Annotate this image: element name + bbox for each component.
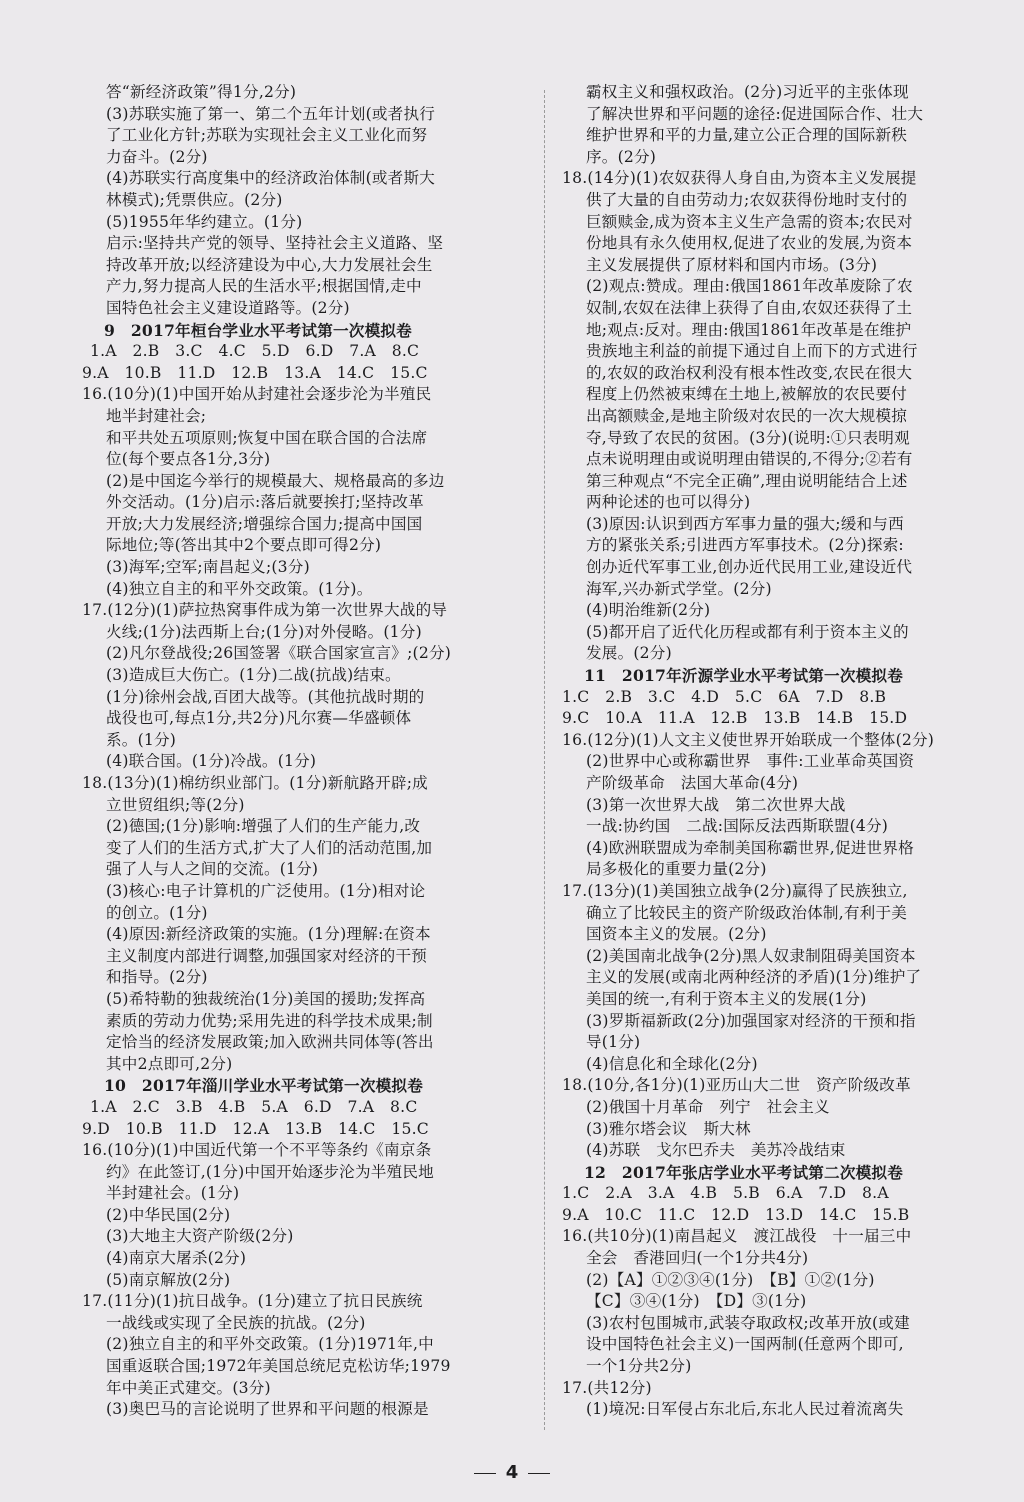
text-line: (3)农村包围城市,武装夺取政权;改革开放(或建 (586, 1313, 910, 1332)
text-line: 约》在此签订,(1分)中国开始逐步沦为半殖民地 (106, 1162, 434, 1181)
text-line: 国重返联合国;1972年美国总统尼克松访华;1979 (106, 1357, 451, 1376)
column-divider (544, 90, 545, 1430)
text-line: 力奋斗。(2分) (106, 147, 208, 166)
text-line: (5)希特勒的独裁统治(1分)美国的援助;发挥高 (106, 989, 426, 1008)
text-line: 程度上仍然被束缚在土地上,被解放的农民要付 (586, 385, 908, 404)
text-line: (3)奥巴马的言论说明了世界和平问题的根源是 (106, 1400, 429, 1419)
text-line: 序。(2分) (586, 147, 657, 166)
text-line: 林模式);凭票供应。(2分) (106, 190, 283, 209)
text-line: 导(1分) (586, 1033, 641, 1052)
section-heading: 10 2017年淄川学业水平考试第一次模拟卷 (104, 1076, 424, 1096)
text-line: (3)原因:认识到西方军事力量的强大;缓和与西 (586, 514, 904, 533)
text-line: 其中2点即可,2分) (106, 1054, 233, 1073)
text-line: 位(每个要点各1分,3分) (106, 450, 271, 469)
section-heading: 11 2017年沂源学业水平考试第一次模拟卷 (584, 666, 904, 686)
text-line: 发展。(2分) (586, 644, 672, 663)
text-line: 17.(共12分) (562, 1378, 652, 1397)
text-line: (4)信息化和全球化(2分) (586, 1054, 758, 1073)
text-line: (3)造成巨大伤亡。(1分)二战(抗战)结束。 (106, 666, 401, 685)
text-line: 立世贸组织;等(2分) (106, 795, 245, 814)
text-line: (2)中华民国(2分) (106, 1205, 231, 1224)
text-line: (2)凡尔登战役;26国签署《联合国家宣言》;(2分) (106, 644, 452, 663)
text-line: 局多极化的重要力量(2分) (586, 860, 767, 879)
text-line: 创办近代军事工业,创办近代民用工业,建设近代 (586, 558, 913, 577)
text-line: (2)美国南北战争(2分)黑人奴隶制阻碍美国资本 (586, 946, 916, 965)
text-line: 的,农奴的政治权利没有根本性改变,农民在很大 (586, 363, 913, 382)
text-line: (5)南京解放(2分) (106, 1270, 231, 1289)
text-line: (4)独立自主的和平外交政策。(1分)。 (106, 579, 373, 598)
text-line: 9.A 10.B 11.D 12.B 13.A 14.C 15.C (82, 363, 428, 382)
text-line: 了工业化方针;苏联为实现社会主义工业化而努 (106, 126, 428, 145)
text-line: 地;观点:反对。理由:俄国1861年改革是在维护 (586, 320, 912, 339)
text-line: 9.A 10.C 11.C 12.D 13.D 14.C 15.B (562, 1205, 910, 1224)
text-line: 1.A 2.B 3.C 4.C 5.D 6.D 7.A 8.C (90, 342, 420, 361)
text-line: 16.(12分)(1)人文主义使世界开始联成一个整体(2分) (562, 730, 935, 749)
text-line: 16.(10分)(1)中国开始从封建社会逐步沦为半殖民 (82, 385, 432, 404)
text-line: 启示:坚持共产党的领导、坚持社会主义道路、坚 (106, 234, 444, 253)
text-line: (4)明治维新(2分) (586, 601, 711, 620)
text-line: 17.(12分)(1)萨拉热窝事件成为第一次世界大战的导 (82, 601, 448, 620)
text-line: 9.C 10.A 11.A 12.B 13.B 14.B 15.D (562, 709, 908, 728)
text-line: 年中美正式建交。(3分) (106, 1378, 271, 1397)
text-line: 确立了比较民主的资产阶级政治体制,有利于美 (586, 903, 908, 922)
text-line: 9.D 10.B 11.D 12.A 13.B 14.C 15.C (82, 1119, 429, 1138)
text-line: 18.(14分)(1)农奴获得人身自由,为资本主义发展提 (562, 169, 917, 188)
text-line: (2)观点:赞成。理由:俄国1861年改革废除了农 (586, 277, 913, 296)
text-line: 17.(11分)(1)抗日战争。(1分)建立了抗日民族统 (82, 1292, 423, 1311)
text-line: 和指导。(2分) (106, 968, 208, 987)
text-line: (4)原因:新经济政策的实施。(1分)理解:在资本 (106, 925, 431, 944)
page-number-dash-right (528, 1473, 550, 1474)
text-line: 出高额赎金,是地主阶级对农民的一次大规模掠 (586, 406, 908, 425)
text-line: 巨额赎金,成为资本主义生产急需的资本;农民对 (586, 212, 913, 231)
page-number-dash-left (474, 1473, 496, 1474)
left-column (82, 82, 532, 1421)
text-line: 的创立。(1分) (106, 903, 208, 922)
text-line: 半封建社会。(1分) (106, 1184, 240, 1203)
text-line: (4)欧洲联盟成为牵制美国称霸世界,促进世界格 (586, 838, 914, 857)
text-line: 维护世界和平的力量,建立公正合理的国际新秩 (586, 126, 908, 145)
text-line: 定恰当的经济发展政策;加入欧洲共同体等(答出 (106, 1033, 434, 1052)
text-line: 一个1分共2分) (586, 1357, 692, 1376)
text-line: 强了人与人之间的交流。(1分) (106, 860, 319, 879)
text-line: 贵族地主利益的前提下通过自上而下的方式进行 (586, 342, 918, 361)
text-line: (2)德国;(1分)影响:增强了人们的生产能力,改 (106, 817, 421, 836)
text-line: 了解决世界和平问题的途径:促进国际合作、壮大 (586, 104, 924, 123)
page-number (0, 1462, 1024, 1483)
text-line: (2)独立自主的和平外交政策。(1分)1971年,中 (106, 1335, 434, 1354)
text-line: (3)核心:电子计算机的广泛使用。(1分)相对论 (106, 881, 426, 900)
text-line: 17.(13分)(1)美国独立战争(2分)赢得了民族独立, (562, 881, 908, 900)
text-line: 素质的劳动力优势;采用先进的科学技术成果;制 (106, 1011, 433, 1030)
page-number-text: 4 (505, 1462, 519, 1483)
text-line: (3)罗斯福新政(2分)加强国家对经济的干预和指 (586, 1011, 916, 1030)
text-line: 18.(10分,各1分)(1)亚历山大二世 资产阶级改革 (562, 1076, 911, 1095)
section-heading: 9 2017年桓台学业水平考试第一次模拟卷 (104, 320, 412, 340)
text-line: (2)俄国十月革命 列宁 社会主义 (586, 1097, 830, 1116)
text-line: 一战:协约国 二战:国际反法西斯联盟(4分) (586, 817, 889, 836)
text-line: 全会 香港回归(一个1分共4分) (586, 1249, 809, 1268)
text-line: 1.A 2.C 3.B 4.B 5.A 6.D 7.A 8.C (90, 1097, 418, 1116)
text-line: 美国的统一,有利于资本主义的发展(1分) (586, 989, 867, 1008)
text-line: 方的紧张关系;引进西方军事技术。(2分)探索: (586, 536, 904, 555)
text-line: 际地位;等(答出其中2个要点即可得2分) (106, 536, 382, 555)
text-line: 产力,努力提高人民的生活水平;根据国情,走中 (106, 277, 422, 296)
text-line: (3)雅尔塔会议 斯大林 (586, 1119, 751, 1138)
text-line: (1)境况:日军侵占东北后,东北人民过着流离失 (586, 1400, 904, 1419)
text-line: 海军,兴办新式学堂。(2分) (586, 579, 772, 598)
text-line: 答“新经济政策”得1分,2分) (106, 83, 297, 101)
text-line: (4)南京大屠杀(2分) (106, 1249, 247, 1268)
text-line: (3)苏联实施了第一、第二个五年计划(或者执行 (106, 104, 436, 123)
text-line: 18.(13分)(1)棉纺织业部门。(1分)新航路开辟;成 (82, 774, 428, 792)
text-line: 主义制度内部进行调整,加强国家对经济的干预 (106, 946, 428, 965)
section-heading: 12 2017年张店学业水平考试第二次模拟卷 (584, 1162, 904, 1182)
text-line: 系。(1分) (106, 730, 177, 749)
text-line: 第三种观点“不完全正确”,理由说明能结合上述 (586, 471, 908, 490)
text-line: (3)大地主大资产阶级(2分) (106, 1227, 294, 1246)
text-line: (3)第一次世界大战 第二次世界大战 (586, 795, 846, 814)
text-line: 开放;大力发展经济;增强综合国力;提高中国国 (106, 514, 423, 533)
text-line: (5)1955年华约建立。(1分) (106, 212, 303, 231)
text-line: 主义的发展(或南北两种经济的矛盾)(1分)维护了 (586, 968, 922, 987)
text-line: 一战线或实现了全民族的抗战。(2分) (106, 1313, 366, 1332)
text-line: (2)世界中心或称霸世界 事件:工业革命英国资 (586, 752, 915, 771)
text-line: 产阶级革命 法国大革命(4分) (586, 774, 799, 792)
text-line: 持改革开放;以经济建设为中心,大力发展社会生 (106, 255, 433, 274)
text-line: 16.(共10分)(1)南昌起义 渡江战役 十一届三中 (562, 1227, 912, 1246)
text-line: 和平共处五项原则;恢复中国在联合国的合法席 (106, 428, 428, 447)
text-line: 地半封建社会; (106, 406, 207, 425)
text-line: 设中国特色社会主义)一国两制(任意两个即可, (586, 1335, 904, 1354)
text-line: 份地具有永久使用权,促进了农业的发展,为资本 (586, 234, 913, 253)
text-line: 霸权主义和强权政治。(2分)习近平的主张体现 (586, 83, 909, 101)
text-line: 1.C 2.B 3.C 4.D 5.C 6A 7.D 8.B (562, 687, 887, 706)
text-line: 奴制,农奴在法律上获得了自由,农奴还获得了土 (586, 298, 913, 317)
text-line: 国特色社会主义建设道路等。(2分) (106, 298, 350, 317)
text-line: (5)都开启了近代化历程或都有利于资本主义的 (586, 622, 909, 641)
text-line: 战役也可,每点1分,共2分)凡尔赛—华盛顿体 (106, 709, 412, 728)
text-line: 国资本主义的发展。(2分) (586, 925, 767, 944)
text-line: 夺,导致了农民的贫困。(3分)(说明:①只表明观 (586, 428, 910, 447)
text-line: (1分)徐州会战,百团大战等。(其他抗战时期的 (106, 687, 425, 706)
text-line: 主义发展提供了原材料和国内市场。(3分) (586, 255, 878, 274)
text-line: 火线;(1分)法西斯上台;(1分)对外侵略。(1分) (106, 622, 422, 641)
text-line: 【C】③④(1分) 【D】③(1分) (586, 1292, 807, 1311)
text-line: 两种论述的也可以得分) (586, 493, 751, 512)
text-line: (4)联合国。(1分)冷战。(1分) (106, 752, 317, 771)
right-column (562, 82, 992, 1421)
text-line: 供了大量的自由劳动力;农奴获得份地时支付的 (586, 190, 908, 209)
text-line: (4)苏联实行高度集中的经济政治体制(或者斯大 (106, 169, 436, 188)
text-line: 变了人们的生活方式,扩大了人们的活动范围,加 (106, 838, 433, 857)
text-line: 16.(10分)(1)中国近代第一个不平等条约《南京条 (82, 1141, 432, 1160)
text-line: 点未说明理由或说明理由错误的,不得分;②若有 (586, 450, 913, 469)
text-line: (3)海军;空军;南昌起义;(3分) (106, 558, 310, 577)
text-line: (2)是中国迄今举行的规模最大、规格最高的多边 (106, 471, 445, 490)
text-line: 外交活动。(1分)启示:落后就要挨打;坚持改革 (106, 493, 424, 512)
text-line: (2)【A】①②③④(1分) 【B】①②(1分) (586, 1270, 875, 1289)
text-line: 1.C 2.A 3.A 4.B 5.B 6.A 7.D 8.A (562, 1184, 889, 1203)
text-line: (4)苏联 戈尔巴乔夫 美苏冷战结束 (586, 1141, 846, 1160)
